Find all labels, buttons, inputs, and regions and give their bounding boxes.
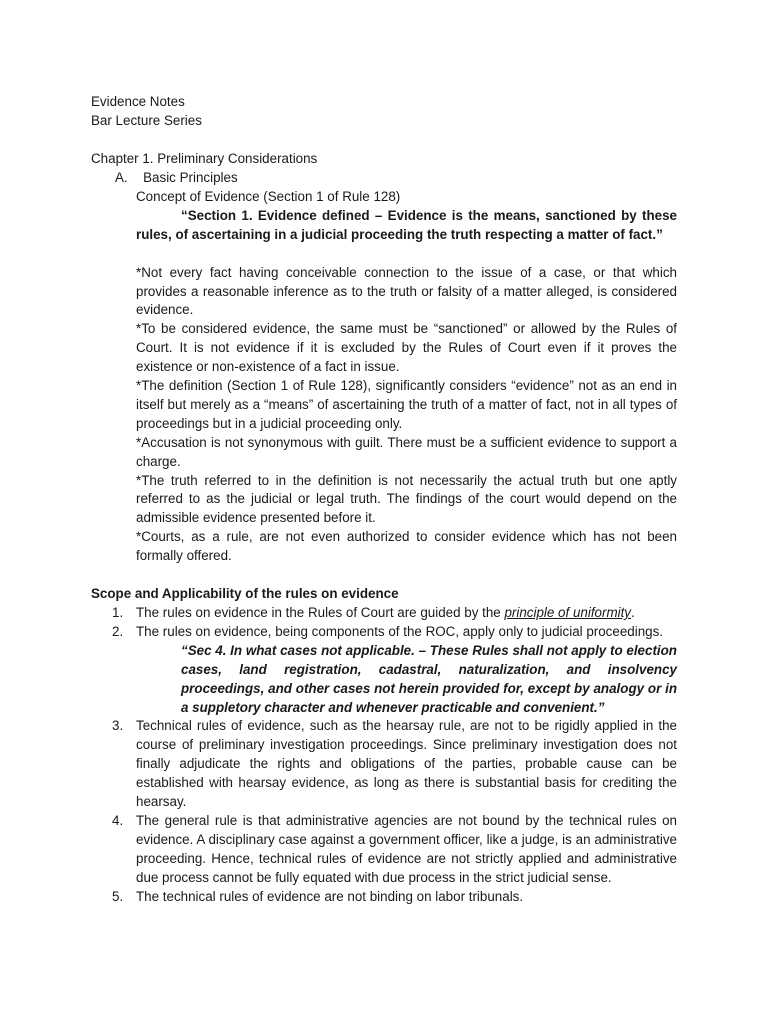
- list-text: The rules on evidence, being components of the ROC, apply only to judicial proceedings.: [136, 623, 664, 639]
- section-a-label: A.: [115, 170, 128, 185]
- list-text: The general rule is that administrative agencies are not bound by the technical rules on evidence. A disciplinary case against a government officer, like a judge, is an administrative proceeding. Hence, technical rules of evidence are not strictly applied and administrative due process cannot be fully equated with due process in the strict judicial sense.: [136, 812, 677, 885]
- list-text-end: .: [631, 605, 635, 620]
- list-item: [112, 623, 677, 718]
- list-item: [112, 888, 677, 907]
- list-number: 1.: [112, 605, 124, 620]
- list-item: [112, 604, 677, 623]
- note-paragraph: *The definition (Section 1 of Rule 128), significantly considers “evidence” not as an end in itself but merely as a “means” of ascertaining the truth of a matter of fact, not in all types of proceedings but in a judicial proceeding only.: [136, 378, 677, 431]
- document-title: Evidence Notes: [91, 94, 185, 109]
- section-a-heading: [115, 169, 238, 188]
- list-number: 5.: [112, 888, 124, 904]
- list-number: 4.: [112, 812, 124, 828]
- note-paragraph: *Not every fact having conceivable connection to the issue of a case, or that which provides a reasonable inference as to the truth or falsity of a matter alleged, is considered evidence.: [136, 264, 677, 318]
- note-paragraph: *Courts, as a rule, are not even authorized to consider evidence which has not been formally offered.: [136, 529, 677, 564]
- note-paragraph: *The truth referred to in the definition is not necessarily the actual truth but one aptly referred to as the judicial or legal truth. The findings of the court would depend on the admissible evidence presented before it.: [136, 472, 677, 526]
- scope-heading: Scope and Applicability of the rules on evidence: [91, 586, 399, 601]
- list-item: [112, 717, 677, 812]
- note-paragraph: *To be considered evidence, the same must be “sanctioned” or allowed by the Rules of Court. It is not evidence if it is excluded by the Rules of Court even if it proves the existence or non-existence of a fact in issue.: [136, 321, 677, 375]
- uniformity-term: principle of uniformity: [504, 605, 631, 620]
- chapter-title: Chapter 1. Preliminary Considerations: [91, 151, 318, 166]
- list-text: Technical rules of evidence, such as the hearsay rule, are not to be rigidly applied in the course of preliminary investigation proceedings. Since preliminary investigation does not finally adjudicate the rights and obligations of the parties, probable cause can be established with hearsay evidence, as long as there is substantial basis for crediting the hearsay.: [136, 718, 677, 810]
- list-item: [112, 812, 677, 888]
- concept-title: Concept of Evidence (Section 1 of Rule 128): [136, 189, 401, 204]
- list-text: The rules on evidence in the Rules of Court are guided by the: [136, 605, 505, 620]
- document-header: [91, 93, 202, 131]
- list-text: The technical rules of evidence are not binding on labor tribunals.: [136, 888, 524, 904]
- document-subtitle: Bar Lecture Series: [91, 112, 202, 128]
- section-a-title: Basic Principles: [143, 170, 238, 185]
- note-paragraph: *Accusation is not synonymous with guilt. There must be a sufficient evidence to support a charge.: [136, 434, 677, 469]
- list-number: 2.: [112, 623, 124, 639]
- section-4-quote: “Sec 4. In what cases not applicable. – These Rules shall not apply to election cases, land registration, cadastral, naturalization, and insolvency proceedings, and other cases not herein provided for, except by analogy or in a suppletory character and whenever practicable and convenient.”: [181, 642, 677, 715]
- section-a-body: [136, 188, 677, 566]
- definition-quote-line1: “Section 1. Evidence defined – Evidence is the means, sanctioned by these: [181, 207, 677, 223]
- list-number: 3.: [112, 718, 124, 734]
- definition-quote-line2: rules, of ascertaining in a judicial proceeding the truth respecting a matter of fact.”: [136, 226, 663, 242]
- scope-list: [112, 604, 677, 907]
